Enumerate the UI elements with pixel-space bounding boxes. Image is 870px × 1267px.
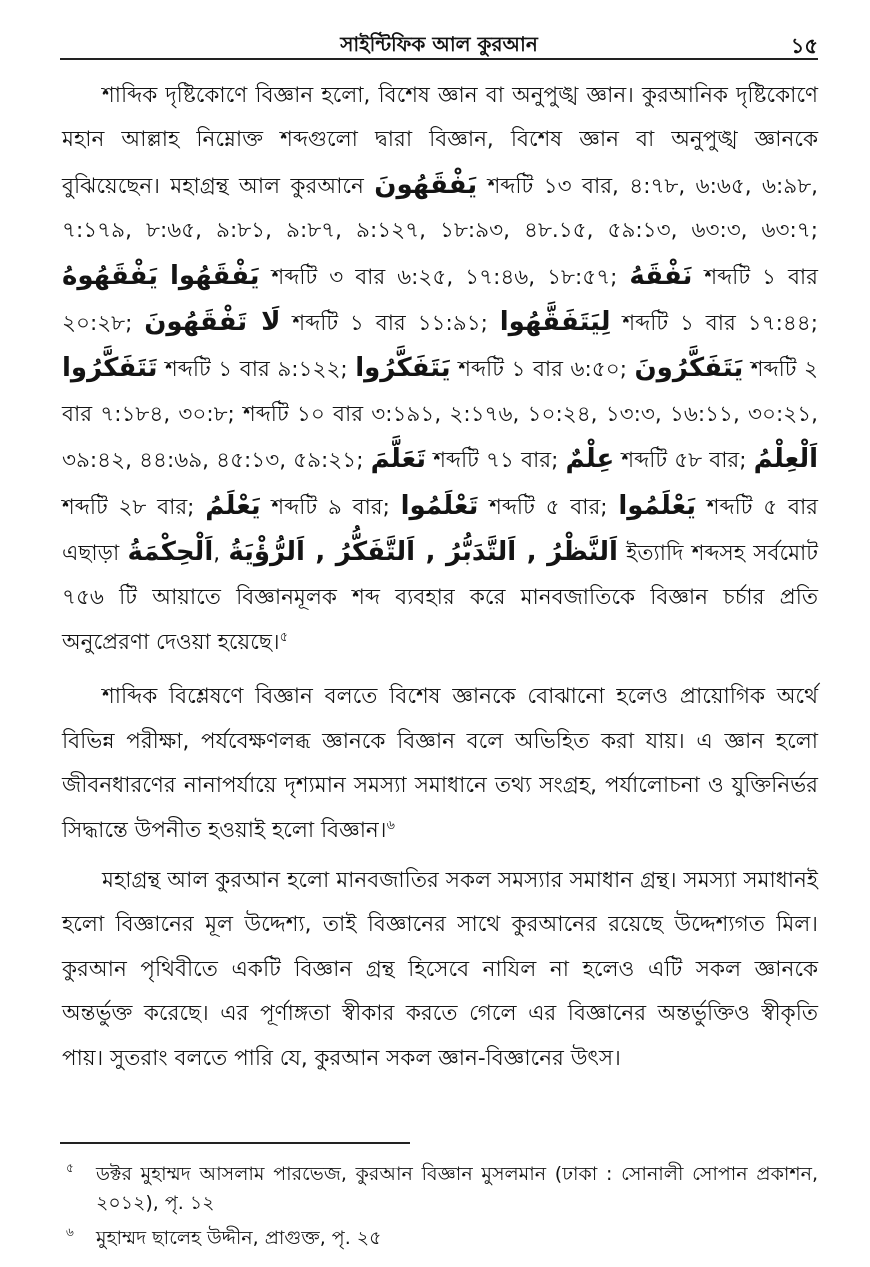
paragraph-1 bbox=[62, 74, 818, 665]
footnote-mark: ৫ bbox=[66, 1161, 74, 1175]
paragraph-text: শব্দটি ৫ বার এছাড়া bbox=[62, 494, 818, 567]
paragraph-text: শব্দটি ৭১ বার; bbox=[426, 448, 566, 474]
arabic-term: لِيَتَفَقَّهُوا bbox=[499, 307, 611, 338]
paragraph-text: শব্দটি ২ বার ৭:১৮৪, ৩০:৮; শব্দটি ১০ বার ৩:১৯১, ২:১৭৬, ১০:২৪, ১৩:৩, ১৬:১১, ৩০:২১, ৩৯:৪২, ৪৪:৬৯, ৪৫:১৩, ৫৯:২১; bbox=[62, 357, 818, 474]
paragraph-2 bbox=[62, 675, 818, 853]
arabic-term: عِلْمٌ bbox=[565, 444, 615, 475]
paragraph-text bbox=[158, 265, 170, 290]
paragraph-text: শাব্দিক দৃষ্টিকোণে বিজ্ঞান হলো, বিশেষ জ্ঞান বা অনুপুঙ্খ জ্ঞান। কুরআনিক দৃষ্টিকোণে মহান আল্লাহ নিম্নোক্ত শব্দগুলো দ্বারা বিজ্ঞান, বিশেষ জ্ঞান বা অনুপুঙ্খ জ্ঞানকে বুঝিয়েছেন। মহাগ্রন্থ আল কুরআনে bbox=[62, 83, 818, 199]
paragraph-text: শব্দটি ১ বার ৯:১২২; bbox=[157, 357, 356, 383]
paragraph-text: শব্দটি ১ বার ২০:২৮; bbox=[62, 264, 818, 337]
arabic-term: تَعْلَمُوا bbox=[400, 490, 479, 521]
arabic-term: يَتَفَكَّرُونَ bbox=[634, 353, 744, 384]
footnotes bbox=[62, 1160, 818, 1259]
paragraph-text: শব্দটি ২৮ বার; bbox=[62, 494, 206, 520]
arabic-term: اَلْحِكْمَةُ bbox=[127, 537, 214, 568]
footnote-reference: ৬ bbox=[386, 817, 395, 833]
paragraph-text: শব্দটি ৫ বার; bbox=[478, 494, 619, 520]
footnote-mark: ৬ bbox=[66, 1225, 74, 1239]
paragraph-3 bbox=[62, 859, 818, 1081]
page-number: ১৫ bbox=[790, 34, 818, 58]
footnote-divider bbox=[60, 1142, 410, 1144]
footnote-text: ডক্টর মুহাম্মদ আসলাম পারভেজ, কুরআন বিজ্ঞান মুসলমান (ঢাকা : সোনালী সোপান প্রকাশন, ২০১২), পৃ. ১২ bbox=[96, 1163, 818, 1214]
footnote-5 bbox=[62, 1160, 818, 1218]
footnote-text: মুহাম্মদ ছালেহ উদ্দীন, প্রাগুক্ত, পৃ. ২৫ bbox=[96, 1227, 382, 1249]
arabic-term: تَتَفَكَّرُوا bbox=[62, 353, 158, 384]
footnote-reference: ৫ bbox=[279, 629, 289, 645]
paragraph-text: , bbox=[213, 541, 229, 567]
arabic-term: اَلْعِلْمُ bbox=[753, 444, 818, 475]
arabic-term: يَتَفَكَّرُوا bbox=[355, 353, 451, 384]
paragraph-text: শাব্দিক বিশ্লেষণে বিজ্ঞান বলতে বিশেষ জ্ঞানকে বোঝানো হলেও প্রায়োগিক অর্থে বিভিন্ন পরীক্ষা, পর্যবেক্ষণলব্ধ জ্ঞানকে বিজ্ঞান বলে অভিহিত করা যায়। এ জ্ঞান হলো জীবনধারণের নানাপর্যায়ে দৃশ্যমান সমস্যা সমাধানে তথ্য সংগ্রহ, পর্যালোচনা ও যুক্তিনির্ভর সিদ্ধান্তে উপনীত হওয়াই হলো বিজ্ঞান। bbox=[62, 684, 818, 843]
paragraph-text: শব্দটি ৯ বার; bbox=[260, 494, 401, 520]
paragraph-text: শব্দটি ১ বার ১৭:৪৪; bbox=[610, 311, 818, 337]
paragraph-text: শব্দটি ৩ বার ৬:২৫, ১৭:৪৬, ১৮:৫৭; bbox=[259, 264, 630, 290]
paragraph-text: শব্দটি ১ বার ৬:৫০; bbox=[450, 357, 635, 383]
page-header bbox=[60, 28, 818, 60]
body-text bbox=[62, 74, 818, 1081]
arabic-term: نَفْقَهُ bbox=[629, 260, 693, 291]
paragraph-text: শব্দটি ১৩ বার, ৪:৭৮, ৬:৬৫, ৬:৯৮, ৭:১৭৯, ৮:৬৫, ৯:৮১, ৯:৮৭, ৯:১২৭, ১৮:৯৩, ৪৮.১৫, ৫৯:১৩, ৬৩:৩, ৬৩:৭; bbox=[62, 173, 818, 244]
arabic-term: يَفْقَهُونَ bbox=[374, 169, 478, 200]
footnote-6 bbox=[62, 1224, 818, 1253]
paragraph-text: শব্দটি ১ বার ১১:৯১; bbox=[280, 311, 500, 337]
arabic-term: يَفْقَهُوهُ bbox=[62, 260, 159, 291]
arabic-term: اَلنَّظْرُ , اَلتَّدَبُّرُ , اَلتَّفَكُّرُ , اَلرُّؤْيَةُ bbox=[228, 537, 618, 568]
running-title: সাইন্টিফিক আল কুরআন bbox=[340, 32, 538, 56]
paragraph-text: ইত্যাদি শব্দসহ সর্বমোট ৭৫৬ টি আয়াতে বিজ্ঞানমূলক শব্দ ব্যবহার করে মানবজাতিকে বিজ্ঞান চর্চার প্রতি অনুপ্রেরণা দেওয়া হয়েছে। bbox=[62, 541, 818, 655]
arabic-term: لَا تَفْقَهُونَ bbox=[144, 307, 281, 338]
arabic-term: يَعْلَمُوا bbox=[618, 490, 697, 521]
arabic-term: يَعْلَمُ bbox=[205, 490, 261, 521]
arabic-term: يَفْقَهُوا bbox=[170, 260, 260, 291]
arabic-term: تَعَلَّمَ bbox=[370, 444, 427, 475]
paragraph-text: মহাগ্রন্থ আল কুরআন হলো মানবজাতির সকল সমস্যার সমাধান গ্রন্থ। সমস্যা সমাধানই হলো বিজ্ঞানের মূল উদ্দেশ্য, তাই বিজ্ঞানের সাথে কুরআনের রয়েছে উদ্দেশ্যগত মিল। কুরআন পৃথিবীতে একটি বিজ্ঞান গ্রন্থ হিসেবে নাযিল না হলেও এটি সকল জ্ঞানকে অন্তর্ভুক্ত করেছে। এর পূর্ণাঙ্গতা স্বীকার করতে গেলে এর বিজ্ঞানের অন্তর্ভুক্তিও স্বীকৃতি পায়। সুতরাং বলতে পারি যে, কুরআন সকল জ্ঞান-বিজ্ঞানের উৎস। bbox=[62, 867, 818, 1071]
paragraph-text: শব্দটি ৫৮ বার; bbox=[614, 448, 754, 474]
